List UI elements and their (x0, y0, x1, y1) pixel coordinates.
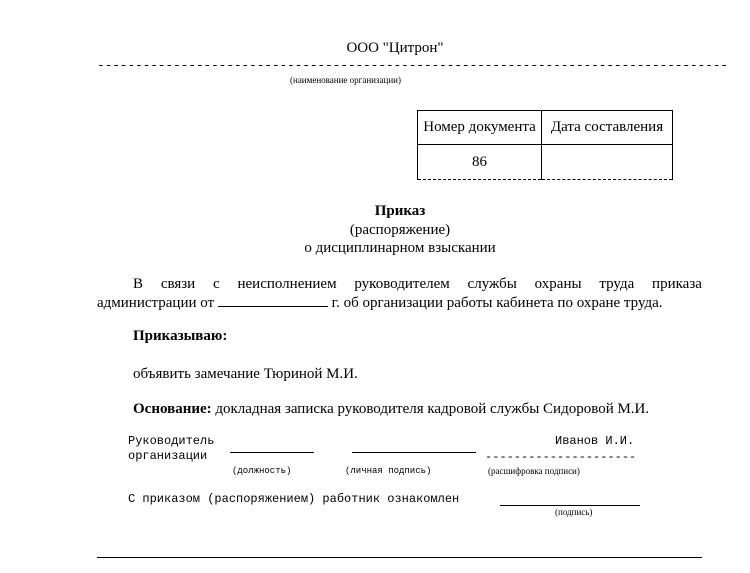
caption-signature-decoding: (расшифровка подписи) (488, 466, 580, 476)
body-word: службы (467, 276, 517, 292)
document-table-header-row (418, 111, 673, 145)
position-signature-line (230, 452, 314, 453)
body-word: неисполнением (237, 276, 337, 292)
signatory-name: Иванов И.И. (555, 434, 635, 448)
signatory-title-line-1: Руководитель (128, 434, 215, 448)
organization-caption: (наименование организации) (290, 75, 401, 85)
document-number-table (417, 110, 673, 180)
document-number-value: 86 (418, 145, 542, 180)
body-word: связи (160, 276, 196, 292)
signatory-title-line-2: организации (128, 449, 208, 463)
caption-position: (должность) (232, 466, 292, 476)
body-word: В (133, 276, 144, 292)
caption-personal-signature: (личная подпись) (345, 466, 432, 476)
document-subtitle: (распоряжение) (349, 222, 451, 238)
personal-signature-line (352, 452, 476, 453)
basis-line (133, 401, 649, 418)
document-table-value-row (418, 145, 673, 180)
order-heading: Приказываю: (133, 328, 228, 344)
body-word: руководителем (354, 276, 450, 292)
acknowledgement-text: С приказом (распоряжением) работник ознакомлен (128, 492, 460, 506)
body-line-2 (97, 294, 702, 313)
body-word: труда (599, 276, 635, 292)
document-subject: о дисциплинарном взыскании (304, 240, 496, 256)
body-word: приказа (652, 276, 702, 292)
body-word: охраны (534, 276, 582, 292)
date-blank-field (218, 294, 328, 307)
caption-employee-signature: (подпись) (555, 507, 593, 517)
body-line-1 (97, 275, 702, 294)
document-date-value (542, 145, 673, 180)
body-word: с (213, 276, 220, 292)
order-text: объявить замечание Тюриной М.И. (133, 366, 358, 382)
document-number-header: Номер документа (418, 111, 542, 145)
body-line-2-start: администрации от (97, 295, 215, 311)
document-title: Приказ (374, 203, 426, 219)
document-date-header: Дата составления (542, 111, 673, 145)
body-line-2-end: г. об организации работы кабинета по охране труда. (331, 295, 663, 311)
bottom-rule (97, 557, 702, 558)
signatory-name-underline: --------------------- (485, 450, 637, 464)
signatory-title (128, 434, 214, 464)
body-paragraph (97, 275, 702, 313)
organization-divider: ----------------------------------------------------------------------------------- (97, 58, 728, 73)
basis-label: Основание: (133, 401, 212, 417)
basis-text: докладная записка руководителя кадровой службы Сидоровой М.И. (215, 401, 650, 417)
employee-signature-line (500, 505, 640, 506)
organization-name: ООО "Цитрон" (346, 40, 444, 56)
